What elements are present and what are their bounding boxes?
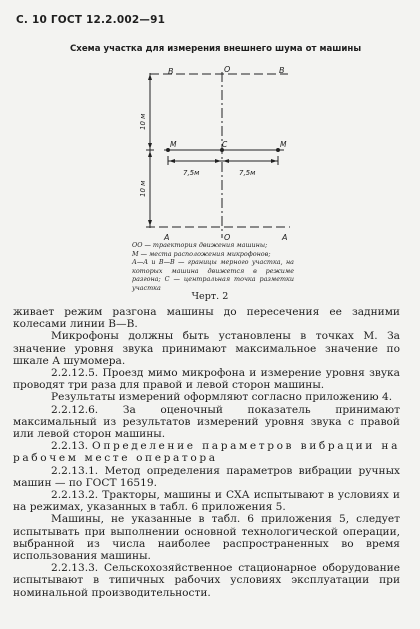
legend-item: М — места расположения микрофонов; <box>132 249 271 258</box>
arrowhead <box>271 159 277 163</box>
figure-caption: Черт. 2 <box>191 291 229 302</box>
label-b-right: В <box>279 66 285 75</box>
paragraph: живает режим разгона машины до пересечения ее задними колесами линии В—В. <box>13 306 400 331</box>
label-dim-right: 7,5м <box>239 169 256 177</box>
label-c: С <box>222 140 228 149</box>
legend-item: ОО — траектория движения машины; <box>132 241 268 249</box>
section-heading <box>13 440 400 464</box>
arrowhead <box>223 159 229 163</box>
label-a-right: А <box>282 233 288 242</box>
label-a-left: А <box>164 233 170 242</box>
paragraph: Микрофоны должны быть установлены в точках М. За значение уровня звука принимают максимальное значение по шкале А шумомера. <box>13 330 400 367</box>
arrowhead <box>148 151 152 157</box>
page-header: С. 10 ГОСТ 12.2.002—91 <box>16 14 166 26</box>
paragraph: Машины, не указанные в табл. 6 приложения 5, следует испытывать при выполнении основной технологической операции, выбранной из числа наиболее распространенных во время использования машины. <box>13 513 400 563</box>
label-m-right: М <box>280 140 287 149</box>
paragraph: 2.2.13.1. Метод определения параметров вибрации ручных машин — по ГОСТ 16519. <box>13 464 400 489</box>
section-title: Определение параметров вибрации на рабочем месте оператора <box>13 440 401 465</box>
label-dim-left: 7,5м <box>183 169 200 177</box>
label-dim-bottom: 10 м <box>139 180 147 197</box>
arrowhead <box>148 220 152 226</box>
paragraph: 2.2.12.5. Проезд мимо микрофона и измерение уровня звука проводят три раза для правой и левой сторон машины. <box>13 367 400 392</box>
body-text <box>13 306 400 599</box>
figure-legend <box>132 241 294 293</box>
paragraph: 2.2.13.2. Тракторы, машины и СХА испытывают в условиях и на режимах, указанных в табл. 6 приложения 5. <box>13 489 400 514</box>
arrowhead <box>148 143 152 149</box>
figure-title: Схема участка для измерения внешнего шума от машины <box>70 44 362 54</box>
paragraph: 2.2.12.6. За оценочный показатель принимают максимальный из результатов измерений уровня звука с правой или левой сторон машины. <box>13 403 400 441</box>
label-m-left: М <box>170 140 177 149</box>
arrowhead <box>169 159 175 163</box>
label-b-left: В <box>168 67 174 76</box>
label-dim-top: 10 м <box>139 113 147 130</box>
paragraph: Результаты измерений оформляют согласно приложению 4. <box>51 391 393 404</box>
arrowhead <box>215 159 221 163</box>
paragraph: 2.2.13.3. Сельскохозяйственное стационарное оборудование испытывают в типичных рабочих условиях эксплуатации при номинальной производительности. <box>13 562 400 599</box>
label-o-bottom: О <box>224 233 231 242</box>
label-o-top: О <box>224 65 231 74</box>
legend-item: А—А и В—В — границы мерного участка, на которых машина движется в режиме разгона; С — центральная точка разметки участка <box>132 258 294 292</box>
arrowhead <box>148 74 152 80</box>
section-number: 2.2.13. <box>51 440 89 453</box>
